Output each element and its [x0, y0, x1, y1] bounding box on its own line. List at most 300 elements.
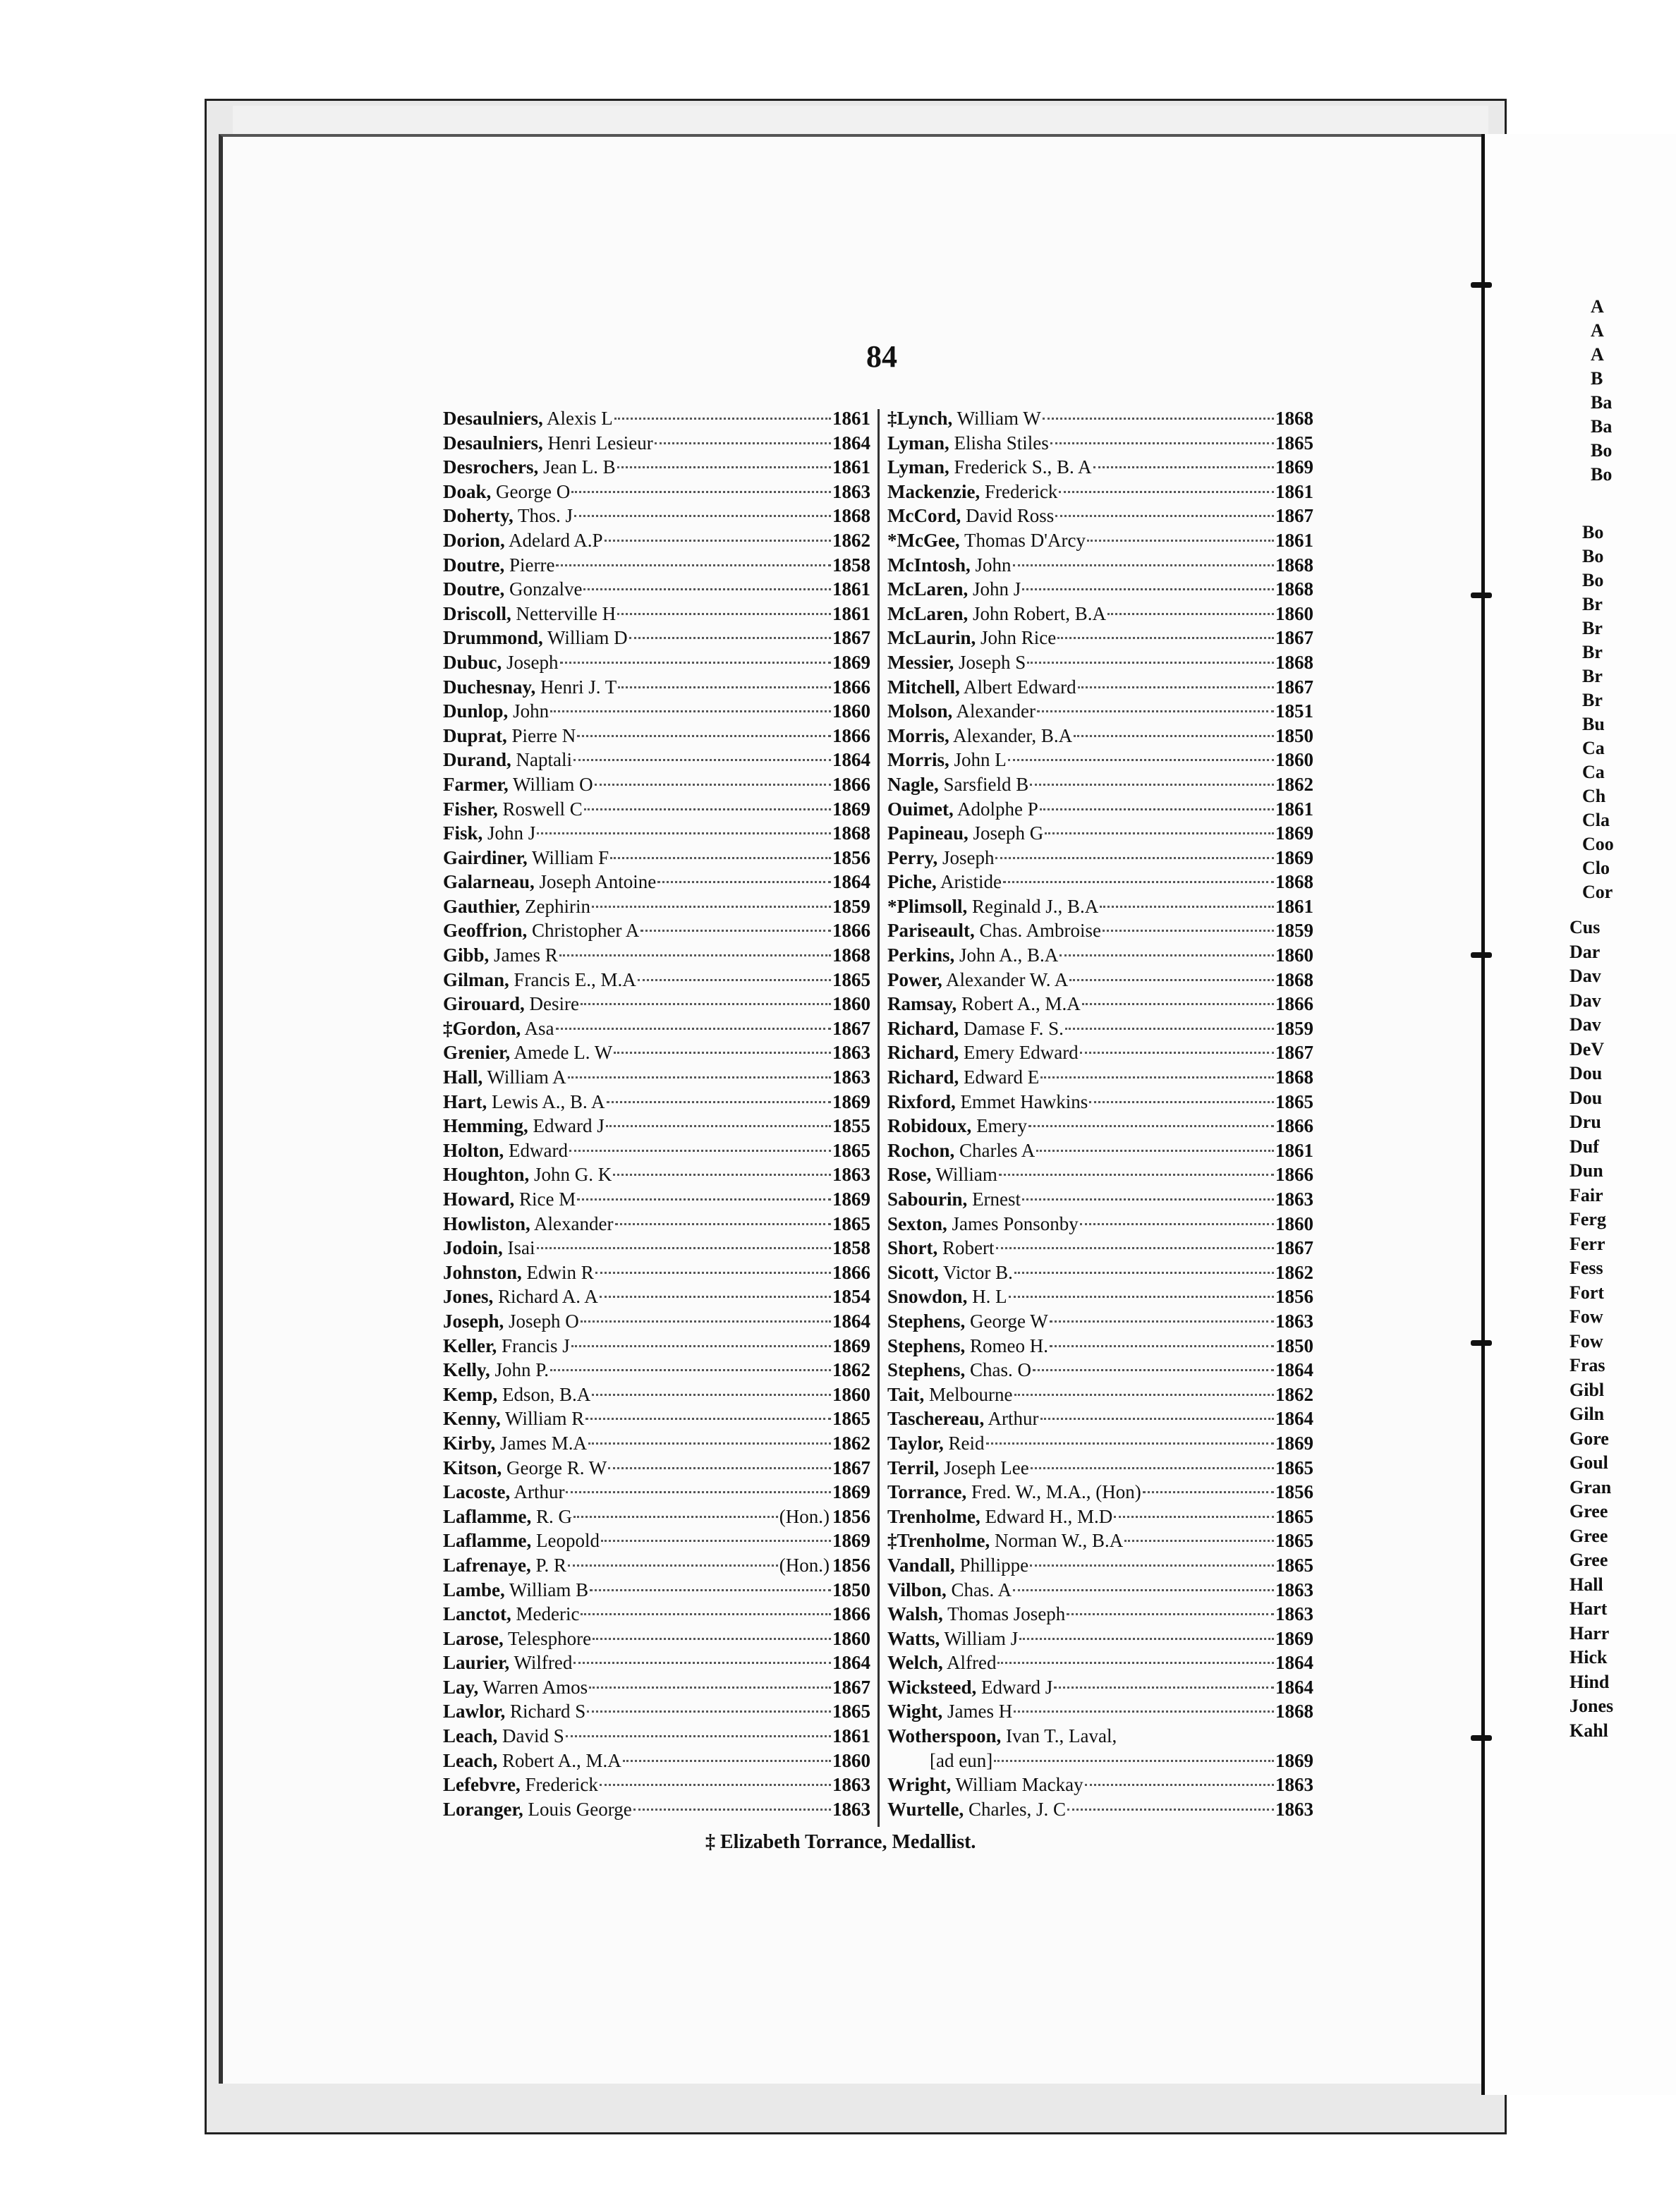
entry-name — [443, 602, 616, 626]
list-item — [887, 870, 1313, 894]
list-item — [887, 1675, 1313, 1700]
leader-dots — [573, 759, 831, 761]
entry-year: 1869 — [1275, 1627, 1313, 1649]
entry-surname: Molson, — [887, 700, 953, 722]
leader-dots — [1028, 1125, 1274, 1127]
list-item — [443, 626, 870, 650]
entry-given-name: Norman W., B.A — [995, 1530, 1124, 1552]
entry-given-name: Telesphore — [508, 1627, 592, 1649]
entry-surname: *McGee, — [887, 529, 960, 551]
entry-surname: Wotherspoon, — [887, 1725, 1002, 1747]
entry-given-name: John L — [954, 749, 1007, 771]
entry-surname: Desaulniers, — [443, 408, 543, 429]
list-item — [443, 431, 870, 456]
entry-given-name: Alexander — [956, 700, 1036, 722]
leader-dots — [615, 1223, 832, 1225]
list-item — [887, 1358, 1313, 1382]
entry-year: 1866 — [1275, 1115, 1313, 1137]
entry-year: 1858 — [832, 554, 870, 576]
facing-page-text: Ba — [1591, 416, 1613, 437]
binding-stitches — [1471, 141, 1492, 2102]
entry-given-name: Emery — [976, 1115, 1028, 1137]
entry-surname: Walsh, — [887, 1603, 943, 1625]
column-divider — [878, 409, 880, 1827]
entry-name — [887, 504, 1054, 528]
leader-dots — [1085, 1784, 1274, 1786]
entry-name — [443, 918, 639, 943]
entry-year: 1862 — [832, 1432, 870, 1454]
entry-year: 1862 — [1275, 773, 1313, 795]
leader-dots — [581, 1320, 831, 1323]
entry-given-name: Frederick — [984, 480, 1058, 502]
entry-given-name: Sarsfield B — [943, 773, 1029, 795]
facing-page-text: Fair — [1569, 1184, 1603, 1205]
entry-given-name: Lewis A., B. A — [491, 1090, 605, 1112]
entry-surname: Loranger, — [443, 1798, 523, 1820]
entry-surname: Gauthier, — [443, 895, 521, 917]
list-item — [887, 821, 1313, 846]
entry-given-name: Joseph Lee — [944, 1457, 1029, 1478]
list-item — [887, 1627, 1313, 1651]
entry-given-name: John G. K — [534, 1164, 612, 1186]
entry-year: 1861 — [1275, 1139, 1313, 1161]
entry-surname: Taylor, — [887, 1432, 944, 1454]
list-item — [443, 1749, 870, 1773]
stitch-mark — [1471, 1340, 1492, 1346]
leader-dots — [1065, 1028, 1274, 1030]
entry-surname: Drummond, — [443, 627, 543, 649]
list-item — [443, 1187, 870, 1212]
leader-dots — [573, 1662, 831, 1664]
entry-surname: Richard, — [887, 1066, 959, 1088]
entry-surname: Keller, — [443, 1335, 497, 1356]
leader-dots — [600, 1296, 831, 1298]
entry-surname: Richard, — [887, 1017, 959, 1039]
entry-year: 1865 — [832, 1701, 870, 1722]
list-item — [887, 1016, 1313, 1041]
entry-year: 1851 — [1275, 700, 1313, 722]
entry-year: 1860 — [1275, 1213, 1313, 1234]
list-item — [887, 626, 1313, 650]
entry-surname: Papineau, — [887, 822, 968, 844]
entry-year: 1864 — [1275, 1408, 1313, 1430]
list-item — [443, 1675, 870, 1700]
entry-surname: Jodoin, — [443, 1237, 503, 1259]
entry-name — [443, 1090, 605, 1114]
leader-dots — [577, 1198, 831, 1201]
facing-page-text: Gree — [1569, 1550, 1608, 1570]
entry-name — [887, 918, 1101, 943]
entry-name — [887, 1773, 1083, 1797]
list-item — [887, 772, 1313, 797]
leader-dots — [607, 1101, 832, 1103]
entry-year: 1860 — [832, 1749, 870, 1771]
entry-name — [443, 870, 656, 894]
facing-page-text: Ferr — [1569, 1233, 1605, 1254]
leader-dots — [1124, 1540, 1274, 1542]
entry-year: 1861 — [1275, 529, 1313, 551]
list-item — [887, 968, 1313, 992]
entry-surname: Hall, — [443, 1066, 483, 1088]
list-item — [887, 1505, 1313, 1529]
entry-surname: Leach, — [443, 1725, 498, 1747]
list-item — [443, 1627, 870, 1651]
entry-given-name: Richard S — [510, 1701, 586, 1722]
entry-surname: ‡Lynch, — [887, 408, 953, 429]
leader-dots — [550, 1369, 831, 1371]
facing-page-text: Dav — [1569, 990, 1601, 1011]
entry-year: 1866 — [832, 773, 870, 795]
entry-surname: Power, — [887, 968, 942, 990]
entry-year: 1850 — [832, 1579, 870, 1600]
entry-name — [443, 1187, 576, 1212]
entry-surname: ‡Gordon, — [443, 1017, 521, 1039]
list-item — [887, 455, 1313, 480]
list-item — [887, 1212, 1313, 1236]
entry-year: 1867 — [1275, 627, 1313, 649]
entry-name — [443, 1699, 585, 1724]
entry-year: 1861 — [832, 602, 870, 624]
entry-year: 1859 — [1275, 1017, 1313, 1039]
leader-dots — [1013, 564, 1274, 566]
entry-year: 1869 — [832, 1189, 870, 1210]
leader-dots — [633, 1809, 831, 1811]
leader-dots — [1014, 1272, 1274, 1274]
entry-name — [443, 553, 554, 578]
entry-given-name: Richard A. A — [498, 1286, 598, 1308]
entry-year: 1864 — [1275, 1676, 1313, 1698]
entry-name — [887, 1065, 1039, 1090]
footnote: ‡ Elizabeth Torrance, Medallist. — [705, 1831, 976, 1853]
entry-given-name: Joseph Antoine — [539, 871, 657, 893]
list-item — [887, 1456, 1313, 1481]
leader-dots — [537, 1247, 831, 1249]
list-item — [443, 748, 870, 772]
entry-surname: ‡Trenholme, — [887, 1530, 990, 1552]
facing-page-text: Fort — [1569, 1282, 1605, 1303]
leader-dots — [1030, 784, 1274, 786]
entry-year: 1865 — [832, 1139, 870, 1161]
entry-name — [887, 1797, 1066, 1822]
entry-given-name: Joseph G — [973, 822, 1044, 844]
entry-name — [887, 1090, 1088, 1114]
entry-name — [887, 431, 1049, 456]
entry-given-name: Naptali — [516, 749, 573, 771]
list-item — [443, 1334, 870, 1359]
entry-given-name: John — [975, 554, 1012, 576]
entry-given-name: Emery Edward — [964, 1042, 1079, 1064]
list-item — [887, 1651, 1313, 1675]
entry-name — [443, 1505, 572, 1529]
entry-name — [443, 772, 593, 797]
entry-name — [443, 1040, 612, 1065]
entry-given-name: P. R — [535, 1554, 567, 1576]
facing-page-text: Jones — [1569, 1696, 1614, 1716]
list-item — [887, 943, 1313, 968]
entry-given-name: Alfred — [947, 1652, 997, 1674]
entry-year: 1860 — [832, 700, 870, 722]
list-item — [887, 1114, 1313, 1138]
leader-dots — [593, 1638, 831, 1640]
entry-surname: Dubuc, — [443, 651, 502, 673]
entry-name — [887, 1114, 1027, 1138]
leader-dots — [629, 637, 831, 639]
list-item — [887, 528, 1313, 553]
facing-page-text: Duf — [1569, 1136, 1599, 1157]
entry-year: 1856 — [832, 1505, 870, 1527]
facing-page-text: Gran — [1569, 1476, 1612, 1497]
list-item — [443, 1260, 870, 1285]
leader-dots — [590, 1589, 831, 1591]
entry-name — [887, 1016, 1064, 1041]
entry-year: 1869 — [1275, 1749, 1313, 1771]
list-item — [887, 1553, 1313, 1578]
entry-surname: Snowdon, — [887, 1286, 968, 1308]
page-number: 84 — [866, 339, 897, 374]
leader-dots — [1030, 1564, 1274, 1567]
list-item — [887, 846, 1313, 870]
leader-dots — [1008, 759, 1274, 761]
entry-given-name: Elisha Stiles — [954, 432, 1049, 454]
leader-dots — [614, 1052, 831, 1054]
entry-given-name: Edward H., M.D — [985, 1505, 1113, 1527]
facing-page-text: Br — [1582, 690, 1603, 710]
facing-page-text: Gree — [1569, 1501, 1608, 1521]
entry-name — [443, 1114, 605, 1138]
entry-surname: Torrance, — [887, 1481, 967, 1503]
entry-surname: Fisher, — [443, 798, 498, 820]
entry-name — [887, 1553, 1028, 1578]
leader-dots — [571, 491, 831, 493]
entry-given-name: Alexander — [534, 1213, 614, 1234]
entry-year: 1863 — [832, 1066, 870, 1088]
list-item — [887, 675, 1313, 700]
entry-year: 1865 — [832, 968, 870, 990]
entry-year: 1865 — [832, 1213, 870, 1234]
entry-surname: Kirby, — [443, 1432, 496, 1454]
entry-name — [887, 1212, 1079, 1236]
facing-page-text: Clo — [1582, 858, 1610, 878]
entry-year: 1866 — [1275, 1164, 1313, 1186]
entry-year: 1860 — [1275, 749, 1313, 771]
entry-surname: Wicksteed, — [887, 1676, 977, 1698]
entry-given-name: Reginald J., B.A — [972, 895, 1099, 917]
leader-dots — [1067, 1809, 1274, 1811]
list-item — [443, 918, 870, 943]
entry-name — [887, 1334, 1048, 1359]
entry-given-name: Robert A., M.A — [502, 1749, 621, 1771]
entry-note: (Hon.) — [779, 1505, 830, 1527]
leader-dots — [1057, 637, 1274, 639]
entry-surname: Welch, — [887, 1652, 943, 1674]
entry-surname: Lefebvre, — [443, 1774, 521, 1796]
leader-dots — [1040, 808, 1274, 810]
entry-name — [443, 992, 579, 1016]
list-item — [443, 1016, 870, 1041]
leader-dots — [999, 1174, 1274, 1176]
entry-name — [443, 1138, 568, 1163]
entry-surname: Hemming, — [443, 1115, 528, 1137]
entry-given-name: Reid — [948, 1432, 985, 1454]
entry-year: 1868 — [1275, 968, 1313, 990]
entry-given-name: Asa — [524, 1017, 554, 1039]
list-item — [443, 553, 870, 578]
entry-surname: Howliston, — [443, 1213, 530, 1234]
facing-page-text: Dav — [1569, 966, 1601, 986]
entry-given-name: Edward — [509, 1139, 568, 1161]
facing-page-text: B — [1591, 368, 1603, 389]
entry-year: 1860 — [832, 1627, 870, 1649]
entry-given-name: Chas. Ambroise — [979, 920, 1101, 942]
entry-surname: Ouimet, — [887, 798, 954, 820]
facing-page — [1481, 134, 1676, 2095]
entry-year: 1850 — [1275, 724, 1313, 746]
entry-given-name: Edward E — [964, 1066, 1040, 1088]
entry-year: 1868 — [832, 944, 870, 966]
leader-dots — [1080, 1223, 1274, 1225]
entry-year: 1868 — [1275, 1701, 1313, 1722]
list-item — [443, 1065, 870, 1090]
entry-year: 1863 — [832, 1798, 870, 1820]
list-item — [443, 528, 870, 553]
entry-given-name: Francis E., M.A — [514, 968, 636, 990]
entry-given-name: William D — [547, 627, 628, 649]
entry-year: 1850 — [1275, 1335, 1313, 1356]
entry-year: 1863 — [1275, 1189, 1313, 1210]
entry-surname: Richard, — [887, 1042, 959, 1064]
entry-name — [887, 1309, 1048, 1334]
entry-surname: Sexton, — [887, 1213, 947, 1234]
list-item — [443, 992, 870, 1016]
leader-dots — [995, 857, 1274, 859]
facing-page-text: Bo — [1591, 464, 1613, 485]
entry-year: 1860 — [832, 993, 870, 1015]
entry-given-name: Adolphe P — [957, 798, 1038, 820]
entry-given-name: John J — [487, 822, 536, 844]
entry-name — [443, 846, 609, 870]
list-item — [443, 1212, 870, 1236]
facing-page-text: DeV — [1569, 1038, 1605, 1059]
entry-name — [887, 1480, 1141, 1505]
entry-given-name: John Robert, B.A — [972, 602, 1106, 624]
leader-dots — [574, 515, 831, 517]
entry-name — [887, 1358, 1031, 1382]
stitch-mark — [1471, 282, 1492, 288]
list-item — [443, 1138, 870, 1163]
list-item — [443, 1602, 870, 1627]
entry-given-name: William — [935, 1164, 997, 1186]
entry-surname: Fisk, — [443, 822, 483, 844]
entry-surname: Doak, — [443, 480, 492, 502]
list-item — [887, 1040, 1313, 1065]
leader-dots — [1100, 906, 1274, 908]
list-item — [443, 1090, 870, 1114]
leader-dots — [996, 1247, 1274, 1249]
list-item — [887, 1724, 1313, 1749]
list-item — [887, 480, 1313, 504]
list-item — [887, 1602, 1313, 1627]
leader-dots — [1143, 1491, 1274, 1493]
entry-surname: Dorion, — [443, 529, 505, 551]
leader-dots — [606, 1125, 831, 1127]
entry-name — [443, 1431, 587, 1456]
entry-year: 1869 — [832, 651, 870, 673]
list-item — [443, 894, 870, 919]
leader-dots — [584, 808, 831, 810]
leader-dots — [571, 1345, 831, 1347]
entry-surname: Sicott, — [887, 1261, 939, 1283]
entry-surname: Kenny, — [443, 1408, 501, 1430]
entry-year: 1858 — [832, 1237, 870, 1259]
entry-name — [443, 1724, 564, 1749]
entry-given-name: John J — [972, 578, 1021, 600]
entry-name — [887, 1162, 997, 1187]
entry-year: 1864 — [832, 432, 870, 454]
facing-page-text: Fow — [1569, 1330, 1603, 1351]
leader-dots — [587, 1710, 831, 1713]
leader-dots — [556, 1028, 831, 1030]
entry-surname: Lacoste, — [443, 1481, 511, 1503]
entry-name — [443, 1480, 564, 1505]
entry-given-name: Ivan T., Laval, — [1006, 1725, 1117, 1747]
entry-year: 1863 — [1275, 1798, 1313, 1820]
list-item — [887, 1578, 1313, 1603]
facing-page-text: Ca — [1582, 762, 1605, 782]
list-item — [887, 577, 1313, 602]
entry-column-left — [443, 406, 870, 1821]
list-item — [887, 699, 1313, 724]
entry-surname: Leach, — [443, 1749, 498, 1771]
facing-page-text: Bo — [1582, 570, 1604, 590]
list-item — [887, 1090, 1313, 1114]
leader-dots — [581, 1003, 831, 1005]
entry-given-name: Wilfred — [514, 1652, 573, 1674]
entry-year: 1867 — [1275, 505, 1313, 527]
entry-given-name: George W — [970, 1310, 1048, 1332]
entry-surname: Gibb, — [443, 944, 490, 966]
entry-year: 1863 — [832, 1774, 870, 1796]
entry-given-name: Frederick — [525, 1774, 598, 1796]
entry-surname: McIntosh, — [887, 554, 971, 576]
entry-surname: Joseph, — [443, 1310, 504, 1332]
list-item — [443, 846, 870, 870]
entry-given-name: Christopher A — [531, 920, 640, 942]
entry-year: 1868 — [1275, 871, 1313, 893]
entry-year: 1862 — [832, 529, 870, 551]
entry-name — [443, 724, 576, 748]
facing-page-text: Ch — [1582, 786, 1606, 806]
entry-given-name: William R — [505, 1408, 585, 1430]
entry-year: 1864 — [1275, 1652, 1313, 1674]
entry-name — [887, 699, 1036, 724]
entry-given-name: Joseph — [506, 651, 559, 673]
list-item — [443, 1553, 870, 1578]
entry-surname: Geoffrion, — [443, 920, 528, 942]
entry-name — [887, 650, 1026, 675]
entry-year: 1861 — [1275, 895, 1313, 917]
entry-given-name: Robert — [942, 1237, 995, 1259]
leader-dots — [559, 954, 831, 956]
list-item — [443, 1480, 870, 1505]
entry-year: 1864 — [832, 1652, 870, 1674]
list-item — [887, 1138, 1313, 1163]
entry-year: 1867 — [832, 1676, 870, 1698]
entry-given-name: James R — [494, 944, 558, 966]
leader-dots — [605, 540, 832, 542]
entry-name — [887, 1284, 1007, 1309]
entry-year: 1864 — [832, 749, 870, 771]
entry-given-name: Frederick S., B. A — [954, 456, 1092, 478]
